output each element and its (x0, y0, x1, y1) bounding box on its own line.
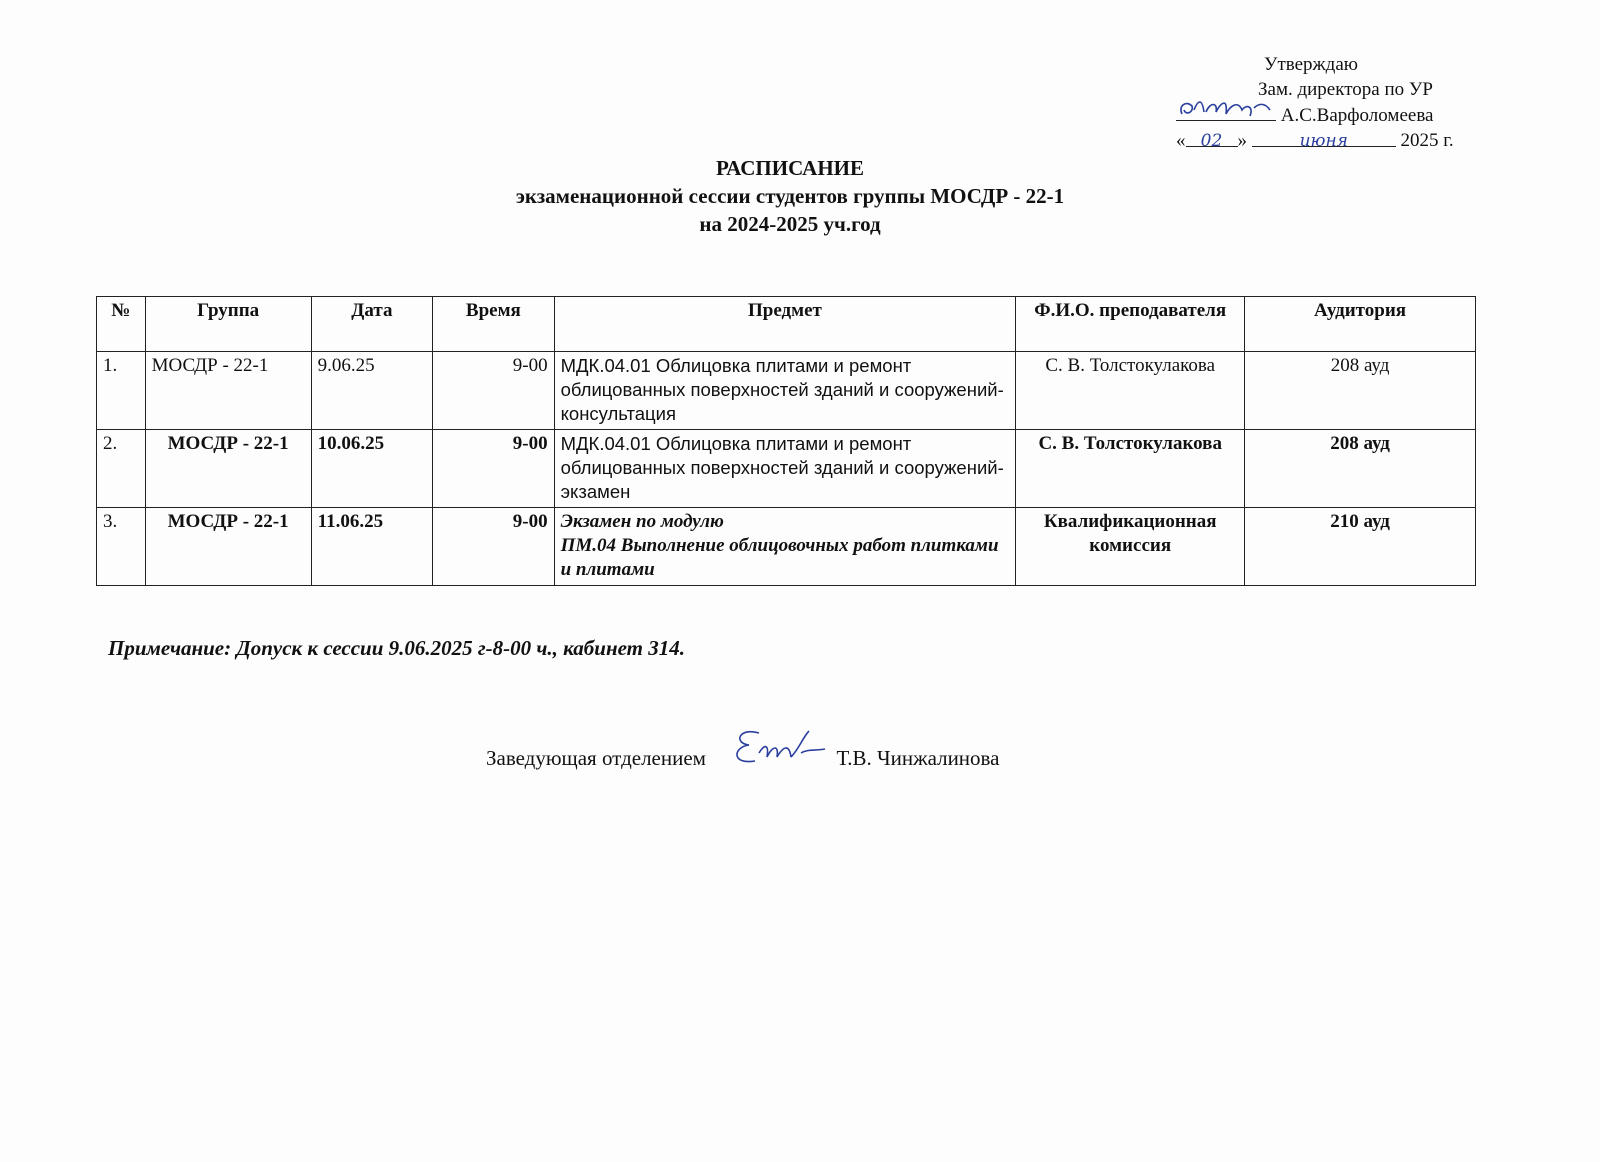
cell-group: МОСДР - 22-1 (145, 352, 311, 430)
date-month-field (1252, 128, 1396, 151)
table-row (97, 352, 1476, 430)
head-signature (711, 745, 831, 765)
table-header-row (97, 297, 1476, 352)
cell-subject: МДК.04.01 Облицовка плитами и ремонт облицованных поверхностей зданий и сооружений- консультация (554, 352, 1016, 430)
header-num: № (97, 297, 146, 352)
cell-time: 9-00 (433, 430, 554, 508)
cell-teacher: С. В. Толстокулакова (1016, 430, 1245, 508)
quote-open: « (1176, 130, 1186, 151)
header-subject: Предмет (554, 297, 1016, 352)
date-year: 2025 г. (1400, 130, 1454, 151)
note: Примечание: Допуск к сессии 9.06.2025 г-8-00 ч., кабинет 314. (108, 636, 685, 660)
quote-close: » (1237, 130, 1247, 151)
subject-line-1: Экзамен по модулю (560, 511, 724, 532)
title-line-3: на 2024-2025 уч.год (699, 212, 881, 236)
approval-block (1176, 52, 1476, 153)
subject-line-2: ПМ.04 Выполнение облицовочных работ плитками и плитами (560, 535, 999, 580)
cell-room: 208 ауд (1245, 430, 1476, 508)
approver-position: Зам. директора по УР (1258, 79, 1433, 100)
approver-line (1176, 102, 1476, 128)
cell-group: МОСДР - 22-1 (145, 430, 311, 508)
approver-name: А.С.Варфоломеева (1280, 105, 1434, 126)
head-signature-line (486, 745, 1126, 771)
title-line-1: РАСПИСАНИЕ (715, 156, 865, 180)
table-row (97, 508, 1476, 586)
cell-date: 11.06.25 (311, 508, 432, 586)
cell-subject: МДК.04.01 Облицовка плитами и ремонт облицованных поверхностей зданий и сооружений- экзамен (554, 430, 1016, 508)
cell-num: 1. (97, 352, 146, 430)
head-role: Заведующая отделением (486, 746, 706, 770)
cell-room: 210 ауд (1245, 508, 1476, 586)
approval-date (1176, 128, 1476, 153)
approve-label: Утверждаю (1264, 54, 1358, 75)
cell-teacher: С. В. Толстокулакова (1016, 352, 1245, 430)
approver-signature (1176, 102, 1276, 121)
header-date: Дата (311, 297, 432, 352)
head-name: Т.В. Чинжалинова (836, 746, 1000, 770)
cell-date: 10.06.25 (311, 430, 432, 508)
header-room: Аудитория (1245, 297, 1476, 352)
date-day-field (1186, 128, 1238, 151)
cell-room: 208 ауд (1245, 352, 1476, 430)
cell-num: 3. (97, 508, 146, 586)
table-row (97, 430, 1476, 508)
schedule-table (96, 296, 1476, 586)
signature-mark (1176, 92, 1276, 122)
cell-subject (554, 508, 1016, 586)
cell-group: МОСДР - 22-1 (145, 508, 311, 586)
header-teacher: Ф.И.О. преподавателя (1016, 297, 1245, 352)
document-title (380, 154, 1200, 238)
cell-time: 9-00 (433, 508, 554, 586)
date-month: июня (1299, 131, 1348, 151)
date-day: 02 (1200, 131, 1223, 151)
signature-mark (729, 723, 849, 769)
header-group: Группа (145, 297, 311, 352)
header-time: Время (433, 297, 554, 352)
cell-date: 9.06.25 (311, 352, 432, 430)
cell-num: 2. (97, 430, 146, 508)
cell-teacher: Квалификационная комиссия (1016, 508, 1245, 586)
title-line-2: экзаменационной сессии студентов группы МОСДР - 22-1 (515, 184, 1065, 208)
cell-time: 9-00 (433, 352, 554, 430)
